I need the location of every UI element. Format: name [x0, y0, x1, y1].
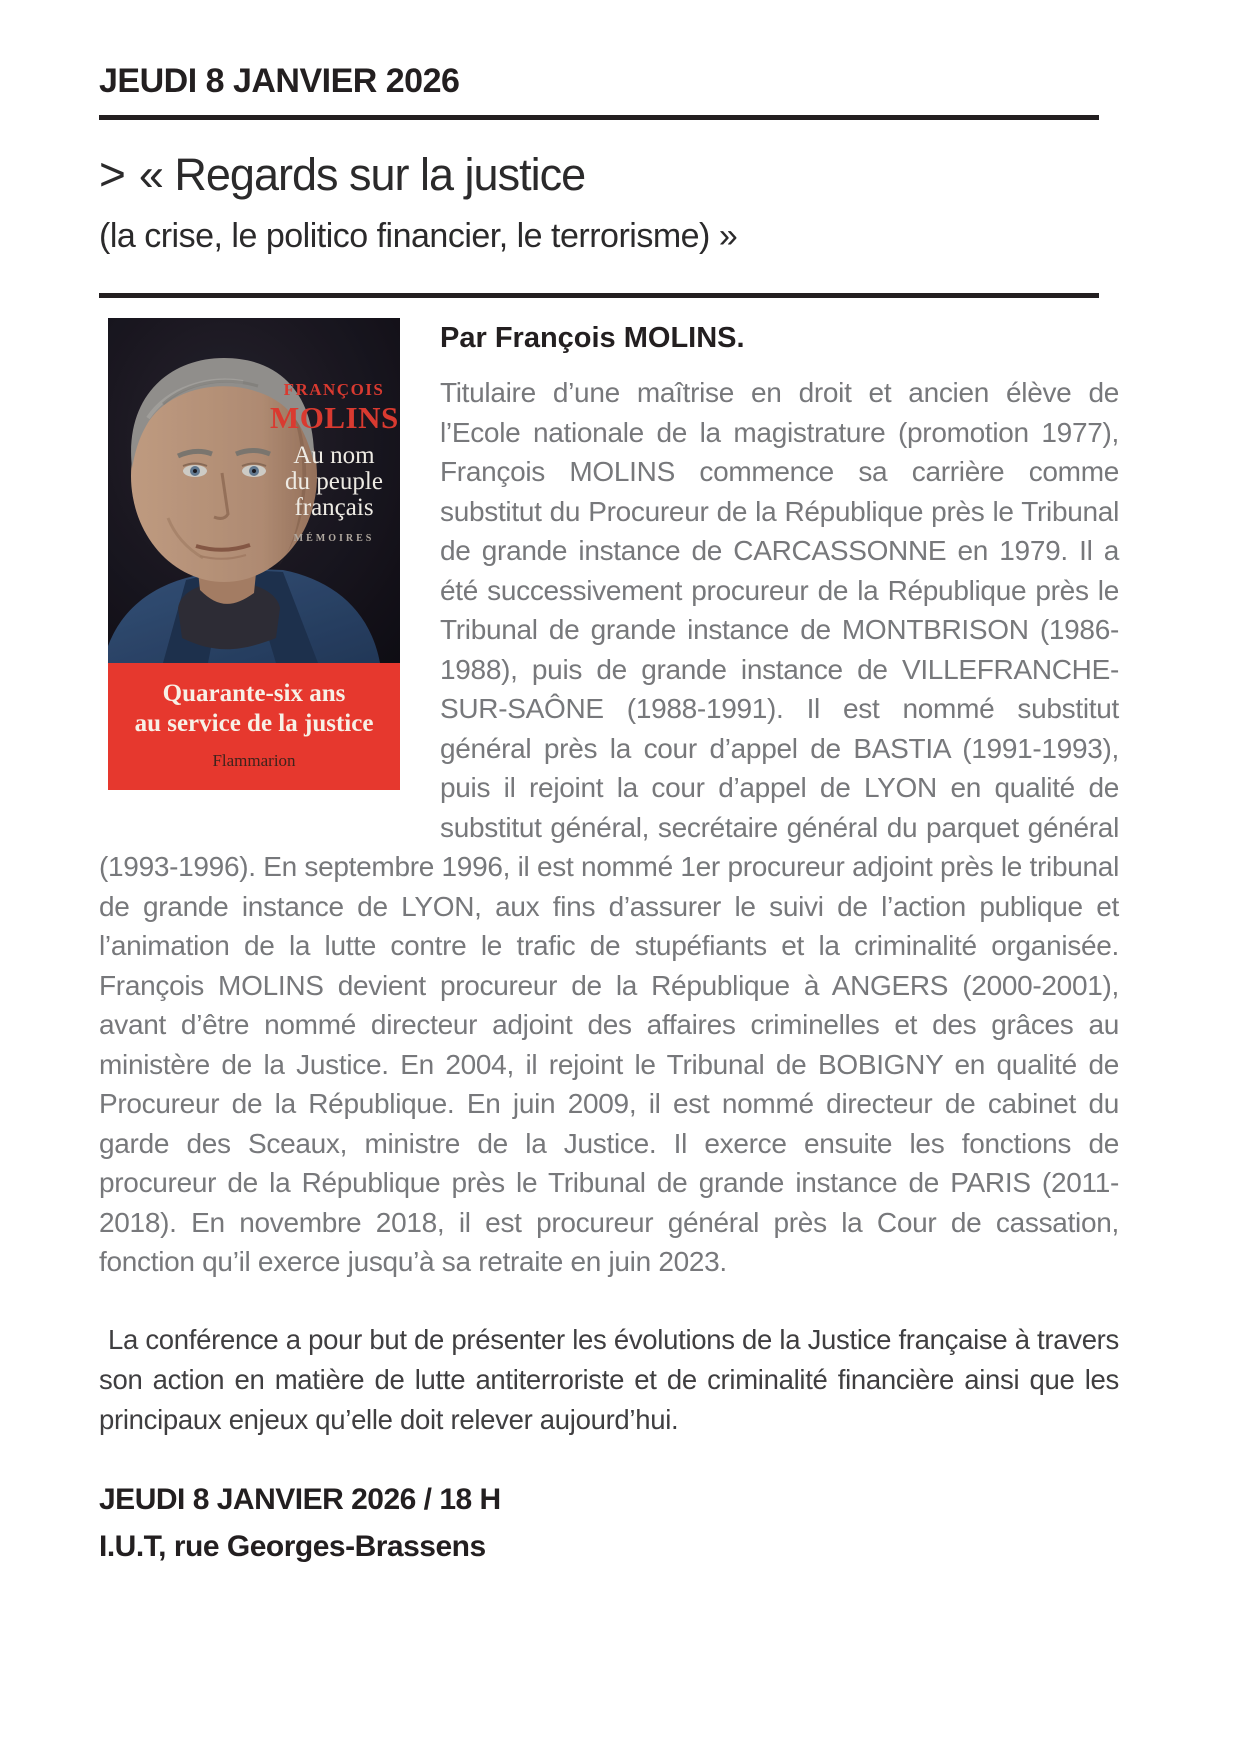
- book-author-first-name: FRANÇOIS: [283, 380, 385, 399]
- chevron-marker: >: [99, 148, 125, 200]
- talk-subtitle: (la crise, le politico financier, le terrorisme) »: [99, 217, 738, 255]
- book-title-line-2: du peuple: [285, 468, 383, 495]
- event-date-header: JEUDI 8 JANVIER 2026: [99, 62, 460, 100]
- book-title-line-1: Au nom: [293, 442, 375, 469]
- event-footer: [99, 1476, 1119, 1570]
- title-block: [99, 146, 1119, 298]
- publisher-name: Flammarion: [212, 751, 296, 770]
- book-title-line-3: français: [294, 494, 374, 521]
- header-section: [99, 60, 1119, 120]
- book-cover-banner: [108, 663, 400, 790]
- event-datetime: JEUDI 8 JANVIER 2026 / 18 H: [99, 1482, 501, 1516]
- conference-summary: La conférence a pour but de présenter les évolutions de la Justice française à travers son action en matière de lutte antiterroriste et de criminalité financière ainsi que les principaux enjeux qu’elle doit relever aujourd’hui.: [99, 1323, 1119, 1435]
- speaker-biography: Titulaire d’une maîtrise en droit et ancien élève de l’Ecole nationale de la magistrature (promotion 1977), François MOLINS commence sa carrière comme substitut du Procureur de la République près le Tribunal de grande instance de CARCASSONNE en 1979. Il a été successivement procureur de la République près le Tribunal de grande instance de MONTBRISON (1986-1988), puis de grande instance de VILLEFRANCHE-SUR-SAÔNE (1988-1991). Il est nommé substitut général près la cour d’appel de BASTIA (1991-1993), puis il rejoint la cour d’appel de LYON en qualité de substitut général, secrétaire général du parquet général (1993-1996). En septembre 1996, il est nommé 1er procureur adjoint près le tribunal de grande instance de LYON, aux fins d’assurer le suivi de l’action publique et l’animation de la lutte contre le trafic de stupéfiants et la criminalité organisée. François MOLINS devient procureur de la République à ANGERS (2000-2001), avant d’être nommé directeur adjoint des affaires criminelles et des grâces au ministère de la Justice. En 2004, il rejoint le Tribunal de BOBIGNY en qualité de Procureur de la République. En juin 2009, il est nommé directeur de cabinet du garde des Sceaux, ministre de la Justice. Il exerce ensuite les fonctions de procureur de la République près le Tribunal de grande instance de PARIS (2011-2018). En novembre 2018, il est procureur général près la Cour de cassation, fonction qu’il exerce jusqu’à sa retraite en juin 2023.: [99, 377, 1119, 1277]
- content-section: [99, 318, 1119, 1570]
- title-rule: [99, 293, 1099, 298]
- book-author-last-name: MOLINS: [270, 400, 399, 435]
- book-cover-titles: [270, 380, 398, 544]
- banner-line-1: Quarante-six ans: [162, 680, 346, 707]
- talk-title-line: [99, 146, 1119, 203]
- banner-line-2: au service de la justice: [134, 710, 374, 737]
- speaker-byline: Par François MOLINS.: [440, 322, 745, 354]
- book-cover: [108, 318, 400, 790]
- book-genre-label: MÉMOIRES: [293, 533, 375, 544]
- header-rule: [99, 115, 1099, 120]
- event-location: I.U.T, rue Georges-Brassens: [99, 1529, 486, 1563]
- talk-title: « Regards sur la justice: [138, 149, 586, 200]
